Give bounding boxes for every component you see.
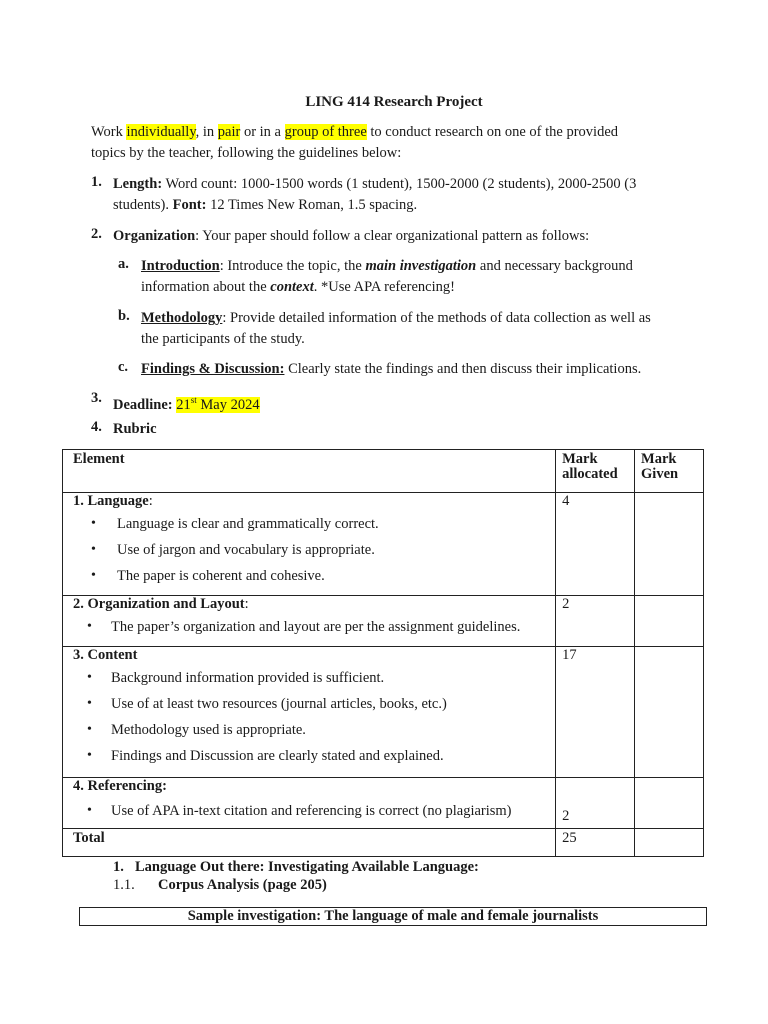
mark-given-cell xyxy=(635,596,704,647)
list-item: • Use of jargon and vocabulary is appropriate. xyxy=(91,542,375,558)
table-row: 2. Organization and Layout: • The paper’s organization and layout are per the assignment guidelines. 2 xyxy=(63,596,704,647)
mark-cell: 2 xyxy=(556,596,635,647)
item-organization: Organization: Your paper should follow a clear organizational pattern as follows: xyxy=(113,228,590,244)
item-rubric: Rubric xyxy=(113,421,157,437)
list-item: • The paper’s organization and layout are per the assignment guidelines. xyxy=(87,619,521,635)
highlight-group-of-three: group of three xyxy=(284,124,367,140)
mark-cell: 4 xyxy=(556,493,635,596)
table-total-row: Total 25 xyxy=(63,829,704,857)
highlight-individually: individually xyxy=(126,124,196,140)
highlight-pair: pair xyxy=(217,124,241,140)
header-element: Element xyxy=(63,450,556,493)
table-header-row xyxy=(63,450,704,493)
header-mark-given: Mark Given xyxy=(635,450,704,493)
organization-criteria-list xyxy=(63,617,555,643)
deadline-date: 21st May 2024 xyxy=(176,395,260,413)
mark-cell: 2 xyxy=(556,778,635,829)
subitem-number-c: c. xyxy=(118,359,129,375)
header-mark-allocated: Mark allocated xyxy=(556,450,635,493)
mark-given-cell xyxy=(635,778,704,829)
list-item: • Language is clear and grammatically correct. xyxy=(91,516,379,532)
list-item: • Use of APA in-text citation and referencing is correct (no plagiarism) xyxy=(87,803,512,819)
item-number-length: 1. xyxy=(91,174,102,190)
list-item: • The paper is coherent and cohesive. xyxy=(91,568,325,584)
rubric-table xyxy=(62,449,704,857)
section-heading: Language Out there: Investigating Available Language: xyxy=(135,859,479,875)
section-number: 1. xyxy=(113,859,124,875)
item-number-organization: 2. xyxy=(91,226,102,242)
item-deadline: Deadline: 21st May 2024 xyxy=(113,395,260,413)
subitem-number-b: b. xyxy=(118,308,130,324)
subsection-number: 1.1. xyxy=(113,877,135,893)
subitem-findings: Findings & Discussion: Clearly state the findings and then discuss their implications. xyxy=(141,361,642,377)
page-title: LING 414 Research Project xyxy=(305,94,483,110)
total-given-cell xyxy=(635,829,704,857)
item-number-rubric: 4. xyxy=(91,419,102,435)
intro-paragraph: Work individually, in pair or in a group of three to conduct research on one of the provided topics by the teacher, following the guidelines below: xyxy=(91,124,619,161)
mark-given-cell xyxy=(635,647,704,778)
referencing-criteria-list xyxy=(63,801,555,827)
table-row: 4. Referencing: • Use of APA in-text citation and referencing is correct (no plagiarism) 2 xyxy=(63,778,704,829)
sample-investigation-box: Sample investigation: The language of male and female journalists xyxy=(79,907,707,926)
list-item: • Use of at least two resources (journal articles, books, etc.) xyxy=(87,696,447,712)
mark-cell: 17 xyxy=(556,647,635,778)
subitem-methodology: Methodology: Provide detailed information of the methods of data collection as well as the participants of the study. xyxy=(141,310,651,347)
subitem-number-a: a. xyxy=(118,256,129,272)
list-item: • Methodology used is appropriate. xyxy=(87,722,306,738)
content-criteria-list xyxy=(63,668,555,772)
list-item: • Background information provided is sufficient. xyxy=(87,670,385,686)
item-number-deadline: 3. xyxy=(91,390,102,406)
table-row: 3. Content • Background information provided is sufficient. • Use of at least two resources (journal articles, books, etc.) • Methodology used is appropriate. • Findings and Discussion are clearly stated and explained. 17 xyxy=(63,647,704,778)
table-row: 1. Language: • Language is clear and grammatically correct. • Use of jargon and vocabulary is appropriate. • The paper is coherent and cohesive. 4 xyxy=(63,493,704,596)
item-length: Length: Word count: 1000-1500 words (1 student), 1500-2000 (2 students), 2000-2500 (3 students). Font: 12 Times New Roman, 1.5 spacing. xyxy=(113,176,637,213)
subsection-heading: Corpus Analysis (page 205) xyxy=(158,877,327,893)
total-mark-cell: 25 xyxy=(556,829,635,857)
subitem-introduction: Introduction: Introduce the topic, the main investigation and necessary background information about the context. *Use APA referencing! xyxy=(141,258,633,295)
language-criteria-list xyxy=(63,514,555,592)
mark-given-cell xyxy=(635,493,704,596)
list-item: • Findings and Discussion are clearly stated and explained. xyxy=(87,748,444,764)
